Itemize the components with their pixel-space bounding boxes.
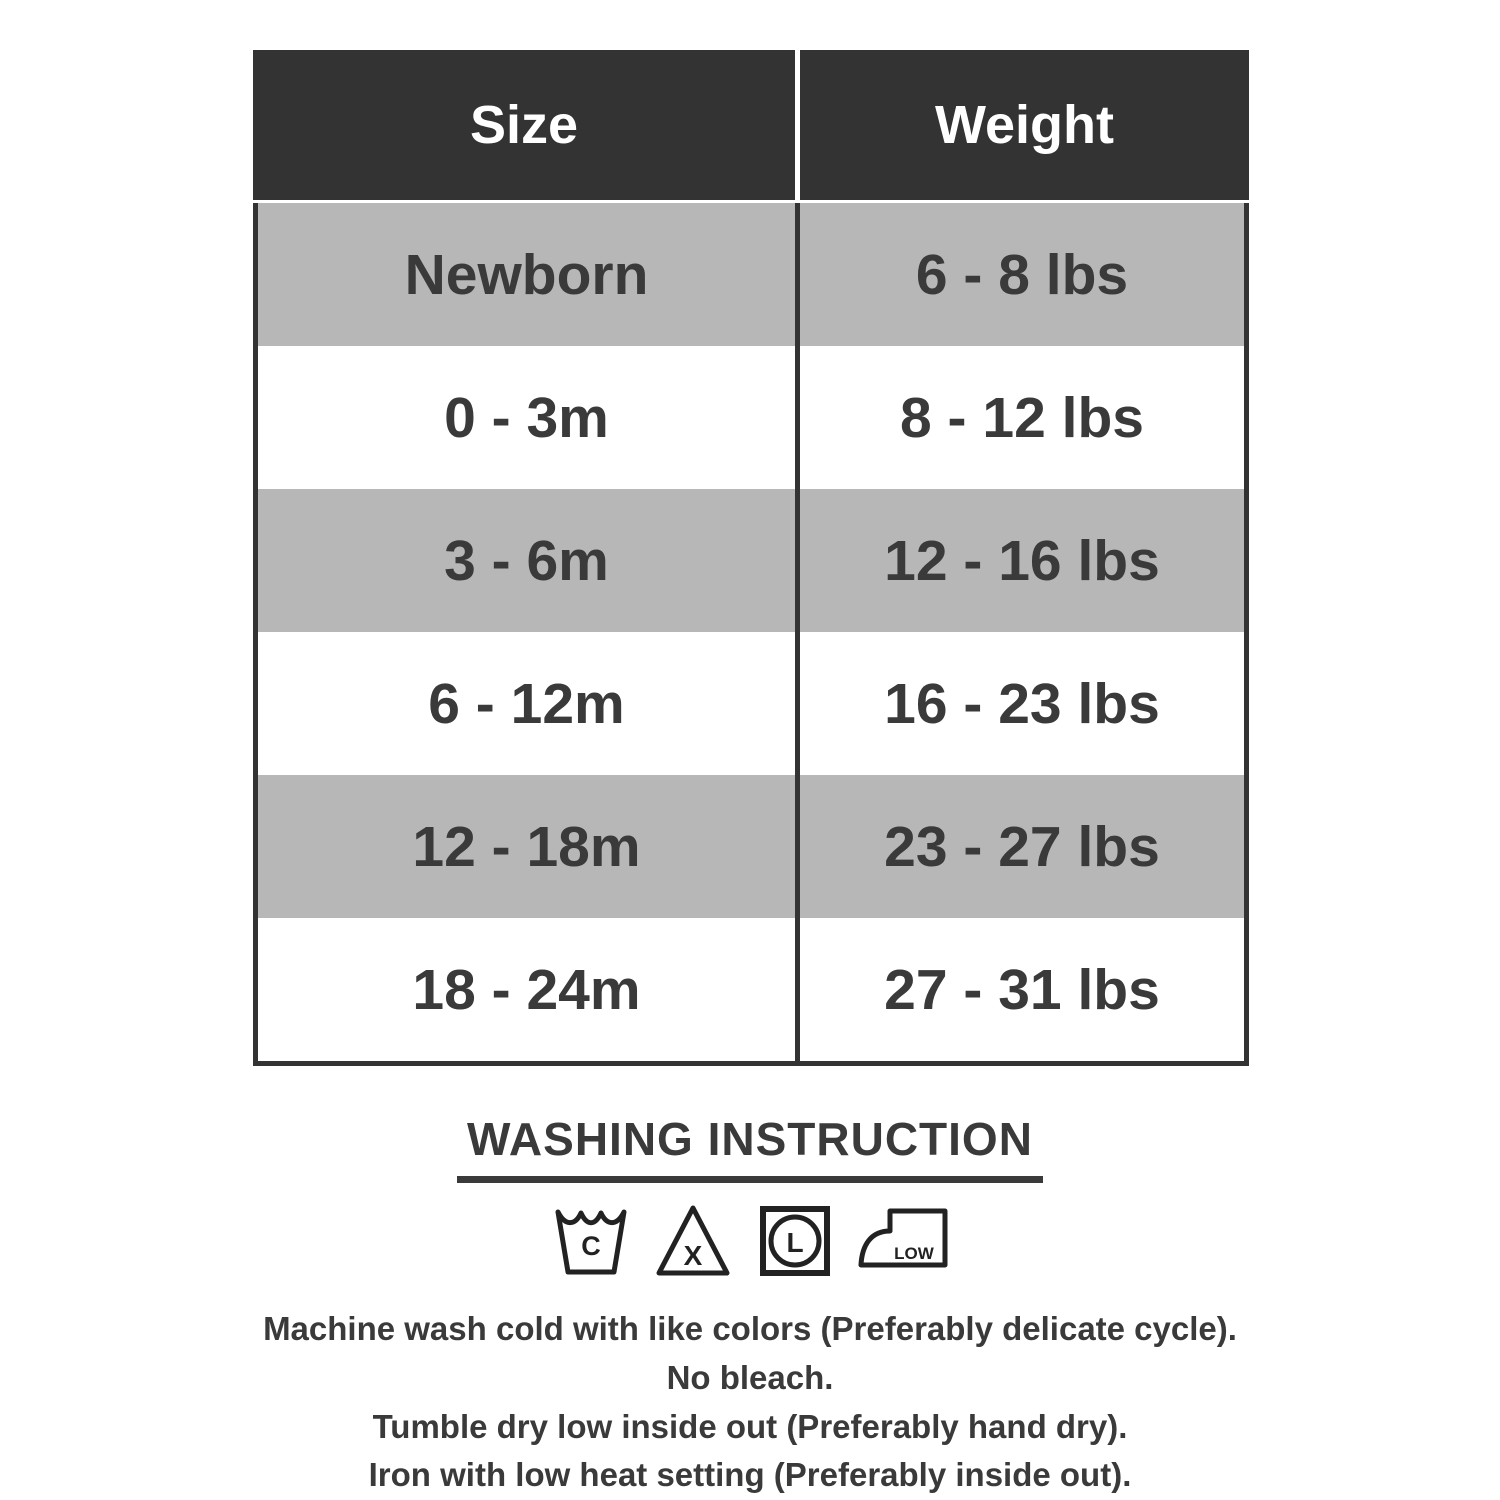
- washing-instruction-title: WASHING INSTRUCTION: [457, 1112, 1043, 1183]
- svg-text:X: X: [683, 1240, 703, 1271]
- weight-cell: 23 - 27 lbs: [795, 775, 1244, 918]
- table-header-row: [253, 50, 1249, 200]
- svg-text:C: C: [581, 1231, 601, 1261]
- tumble-dry-low-icon: [755, 1201, 835, 1281]
- size-chart-table: [253, 50, 1249, 1066]
- table-row: [258, 918, 1244, 1061]
- column-header-weight: Weight: [800, 50, 1249, 200]
- weight-cell: 12 - 16 lbs: [795, 489, 1244, 632]
- care-instructions-text: [0, 1305, 1500, 1500]
- svg-text:LOW: LOW: [894, 1244, 934, 1263]
- iron-low-icon: [857, 1201, 949, 1281]
- weight-cell: 6 - 8 lbs: [795, 203, 1244, 346]
- weight-cell: 8 - 12 lbs: [795, 346, 1244, 489]
- weight-cell: 27 - 31 lbs: [795, 918, 1244, 1061]
- table-row: [258, 632, 1244, 775]
- table-row: [258, 203, 1244, 346]
- size-cell: 18 - 24m: [412, 957, 641, 1022]
- care-icons-row: [0, 1199, 1500, 1283]
- table-body: [253, 203, 1249, 1066]
- washing-instruction-section: [0, 1112, 1500, 1500]
- size-cell: 6 - 12m: [428, 671, 625, 736]
- size-cell: 0 - 3m: [444, 385, 609, 450]
- size-cell: 3 - 6m: [444, 528, 609, 593]
- column-header-size: Size: [253, 50, 795, 200]
- table-row: [258, 346, 1244, 489]
- table-row: [258, 489, 1244, 632]
- care-line: Iron with low heat setting (Preferably inside out).: [368, 1456, 1132, 1494]
- table-row: [258, 775, 1244, 918]
- no-bleach-icon: [653, 1201, 733, 1281]
- machine-wash-cold-icon: [551, 1201, 631, 1281]
- size-cell: 12 - 18m: [412, 814, 641, 879]
- svg-text:L: L: [786, 1227, 804, 1258]
- care-line: No bleach.: [666, 1358, 834, 1396]
- size-cell: Newborn: [404, 242, 649, 307]
- care-line: Machine wash cold with like colors (Preferably delicate cycle).: [263, 1310, 1237, 1347]
- weight-cell: 16 - 23 lbs: [795, 632, 1244, 775]
- care-line: Tumble dry low inside out (Preferably hand dry).: [372, 1407, 1128, 1445]
